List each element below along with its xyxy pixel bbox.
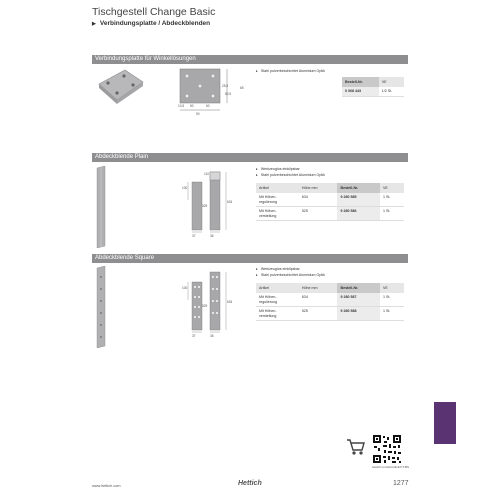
dim-height-short: 525 [202,204,208,208]
pack-unit: 1 St. [380,207,404,221]
height: 634 [299,293,338,307]
dim-hole-spacing: 52,5 [225,92,232,96]
section-header-plain: Abdeckblende Plain [92,153,408,162]
dim-width-right: 36 [210,334,214,338]
pack-unit: 1 St. [380,293,404,307]
col-header: VE [379,77,404,87]
col-header: Bestell-Nr. [337,283,380,293]
page-subtitle [92,20,210,27]
bullet-item: ▸ Stahl pulverbeschichtet Aluminium Optik [256,272,325,278]
bullet-item: ▸ Werkzeuglos einklipsbar [256,266,325,272]
height: 634 [299,193,338,207]
section-header-verbindungsplatte: Verbindungsplatte für Winkellösungen [92,55,408,64]
triangle-bullet-icon: ▶ [92,21,96,27]
height: 525 [299,307,338,321]
order-number: 0 068 443 [342,87,379,96]
pack-unit: 1/2 St. [379,87,404,96]
article: Mit Höhen- regulierung [256,293,299,307]
spec-table-plate [342,77,404,97]
subtitle-text: Verbindungsplatte / Abdeckblenden [99,20,211,27]
dim-width: 90 [196,112,200,116]
pack-unit: 1 St. [380,307,404,321]
dim-offset: 25,5 [222,84,229,88]
col-header: Höhe mm [299,283,338,293]
bullet-item: ▸ Werkzeuglos einklipsbar [256,166,325,172]
dim-top-right: 110 [204,172,210,176]
col-header: Bestell-Nr. [342,77,379,87]
table-row [256,293,404,307]
col-header: Artikel [256,183,299,193]
dim-height-long: 634 [227,300,233,304]
dim-inner-width: 50 [190,104,194,108]
table-row [256,307,404,321]
height: 525 [299,207,338,221]
footer-website-link[interactable]: www.hettich.com [92,484,121,488]
col-header: Bestell-Nr. [337,183,380,193]
order-number: 9 280 586 [337,207,380,221]
dim-width-right: 36 [210,234,214,238]
connecting-plate-drawing [175,66,245,118]
qr-code-icon[interactable] [372,434,402,464]
spec-table-plain [256,183,404,221]
table-row [256,193,404,207]
spec-table-square [256,283,404,321]
cover-plain-image [94,166,108,248]
cover-plain-drawing [182,166,232,234]
dim-center: 60 [206,104,210,108]
article: Mit Höhen- regulierung [256,193,299,207]
page-title: Tischgestell Change Basic [92,6,216,18]
bullet-list [256,68,325,74]
order-number: 9 280 588 [337,307,380,321]
chapter-tab [434,402,456,444]
col-header: Artikel [256,283,299,293]
dim-top-left: 100 [182,286,188,290]
pack-unit: 1 St. [380,193,404,207]
article: Mit Höhen- verstellung [256,307,299,321]
dim-width-left: 37 [192,334,196,338]
bullet-list [256,266,325,278]
shopping-cart-icon [346,438,366,456]
dim-edge: 10,5 [178,104,185,108]
qr-caption: hettich.com/shortlink/CT-BS [372,465,410,469]
hettich-logo: Hettich [238,480,262,487]
dim-top-left: 100 [182,186,188,190]
dim-height-short: 525 [202,304,208,308]
bullet-item: ▸ Stahl pulverbeschichtet Aluminium Optik [256,172,325,178]
article: Mit Höhen- verstellung [256,207,299,221]
page-number: 1277 [393,480,409,487]
col-header: VE [380,283,404,293]
cover-square-drawing [182,266,232,334]
dim-height-long: 634 [227,200,233,204]
col-header: VE [380,183,404,193]
order-number: 9 280 587 [337,293,380,307]
bullet-list [256,166,325,178]
table-row [256,207,404,221]
dim-height: 65 [240,86,244,90]
section-header-square: Abdeckblende Square [92,254,408,263]
table-row [342,87,404,96]
cover-square-image [94,266,108,348]
col-header: Höhe mm [299,183,338,193]
bullet-item: ▸ Stahl pulverbeschichtet Aluminium Optik [256,68,325,74]
order-number: 9 280 585 [337,193,380,207]
dim-width-left: 37 [192,234,196,238]
connecting-plate-image [95,66,147,118]
